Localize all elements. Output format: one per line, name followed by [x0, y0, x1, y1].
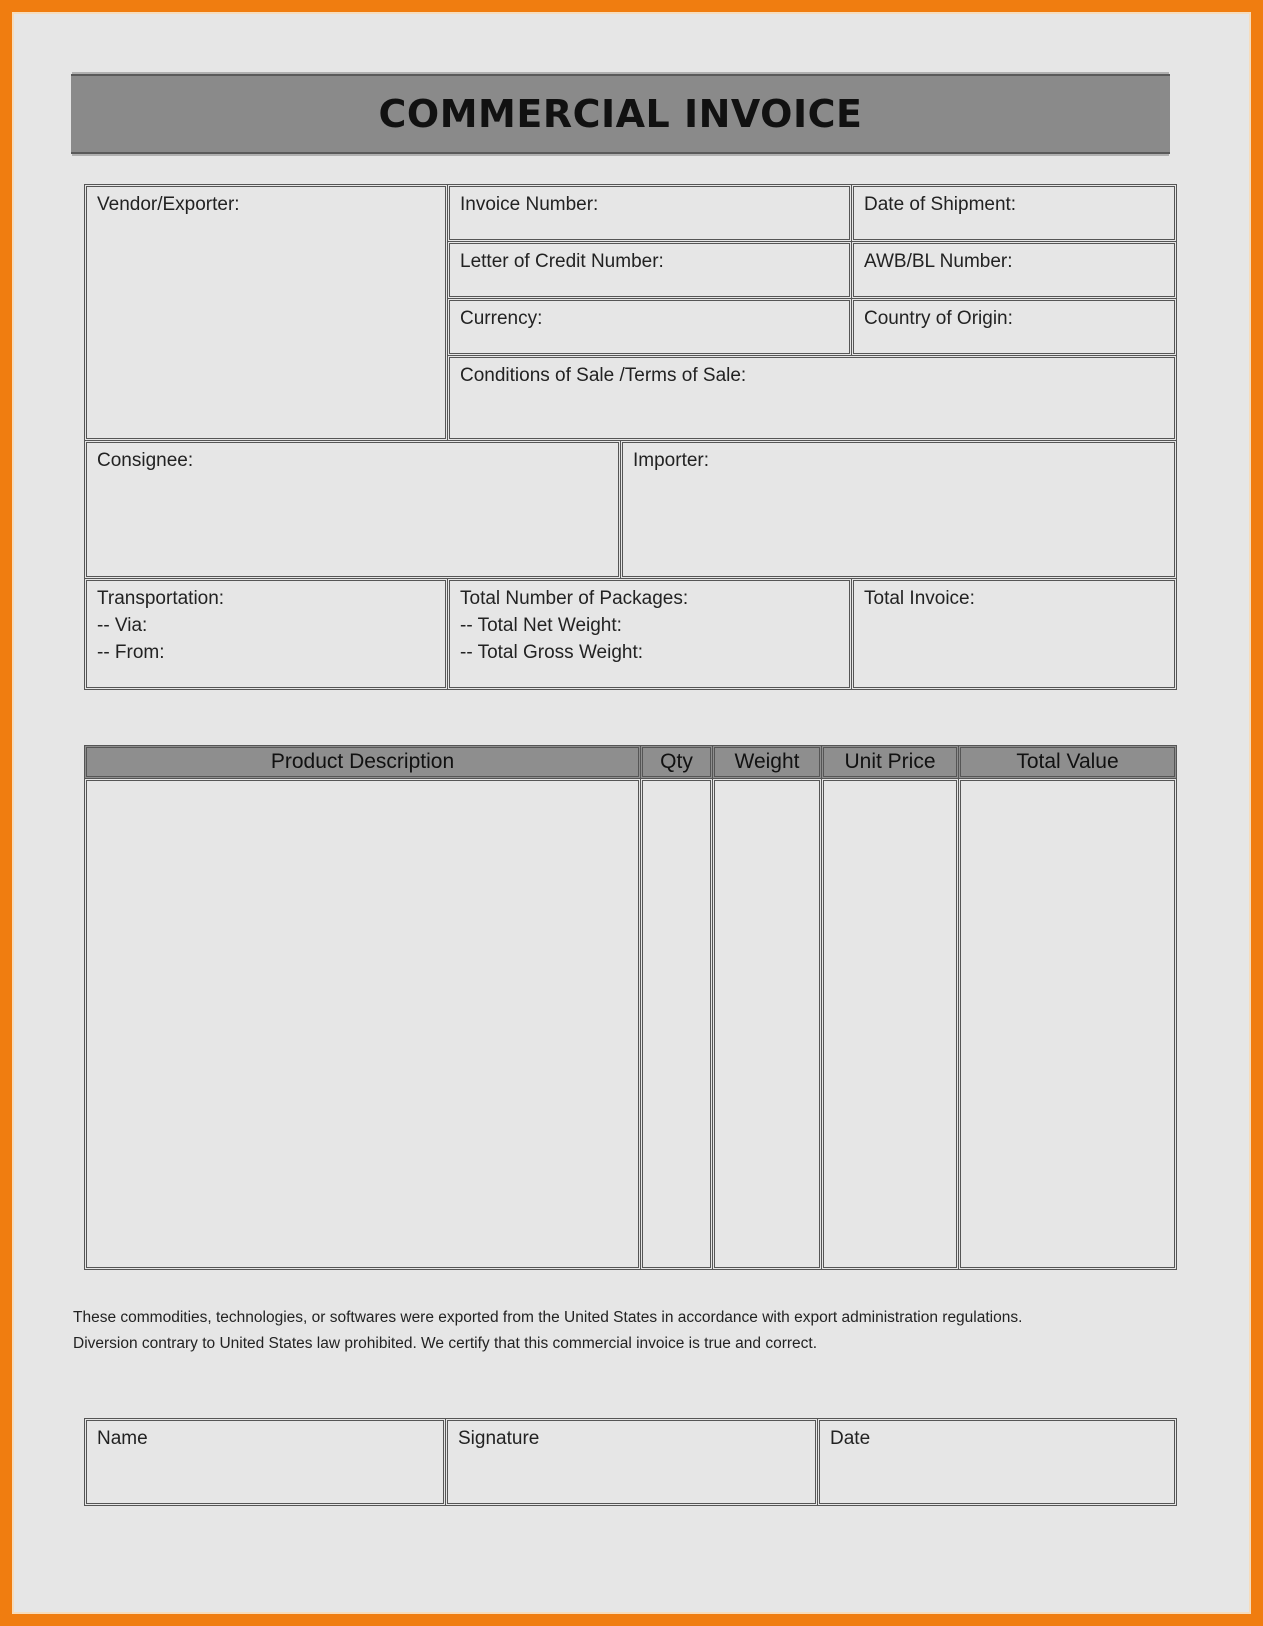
column-header-weight: Weight [712, 745, 822, 779]
name-field[interactable] [84, 1418, 446, 1506]
importer-label: Importer: [633, 450, 710, 471]
column-header-product-description: Product Description [84, 745, 641, 779]
currency-label: Currency: [460, 308, 543, 329]
date-of-shipment-label: Date of Shipment: [864, 194, 1017, 215]
importer-field[interactable] [620, 440, 1177, 579]
awb-bl-number-label: AWB/BL Number: [864, 251, 1013, 272]
notice-line-2: Diversion contrary to United States law prohibited. We certify that this commercial invoice is true and correct. [73, 1335, 818, 1352]
consignee-field[interactable] [84, 440, 621, 579]
date-of-shipment-field[interactable] [851, 184, 1177, 242]
letter-of-credit-field[interactable] [447, 241, 852, 299]
product-description-cell[interactable] [84, 778, 641, 1270]
weight-cell[interactable] [712, 778, 822, 1270]
column-header-total-value: Total Value [958, 745, 1177, 779]
awb-bl-number-field[interactable] [851, 241, 1177, 299]
notice-line-1: These commodities, technologies, or softwares were exported from the United States in accordance with export administration regulations. [73, 1309, 1023, 1326]
consignee-label: Consignee: [97, 450, 194, 471]
qty-cell[interactable] [640, 778, 713, 1270]
transportation-label: Transportation: [97, 588, 225, 609]
country-of-origin-field[interactable] [851, 298, 1177, 356]
via-label: -- Via: [97, 615, 148, 636]
invoice-number-label: Invoice Number: [460, 194, 599, 215]
currency-field[interactable] [447, 298, 852, 356]
total-invoice-label: Total Invoice: [864, 588, 975, 609]
conditions-of-sale-label: Conditions of Sale /Terms of Sale: [460, 365, 747, 386]
page-title: COMMERCIAL INVOICE [378, 92, 863, 136]
date-field[interactable] [817, 1418, 1177, 1506]
invoice-number-field[interactable] [447, 184, 852, 242]
net-weight-label: -- Total Net Weight: [460, 615, 622, 636]
vendor-exporter-field[interactable] [84, 184, 448, 441]
country-of-origin-label: Country of Origin: [864, 308, 1013, 329]
total-invoice-field[interactable] [851, 578, 1177, 690]
packages-field[interactable] [447, 578, 852, 690]
unit-price-cell[interactable] [821, 778, 959, 1270]
letter-of-credit-label: Letter of Credit Number: [460, 251, 664, 272]
gross-weight-label: -- Total Gross Weight: [460, 642, 644, 663]
column-header-qty: Qty [640, 745, 713, 779]
from-label: -- From: [97, 642, 165, 663]
conditions-of-sale-field[interactable] [447, 355, 1177, 441]
transportation-field[interactable] [84, 578, 448, 690]
column-header-unit-price: Unit Price [821, 745, 959, 779]
name-label: Name [97, 1428, 148, 1449]
total-value-cell[interactable] [958, 778, 1177, 1270]
total-packages-label: Total Number of Packages: [460, 588, 689, 609]
signature-field[interactable] [445, 1418, 818, 1506]
signature-label: Signature [458, 1428, 540, 1449]
vendor-exporter-label: Vendor/Exporter: [97, 194, 240, 215]
title-banner [71, 74, 1170, 154]
export-certification-notice [73, 1305, 1173, 1357]
date-label: Date [830, 1428, 871, 1449]
